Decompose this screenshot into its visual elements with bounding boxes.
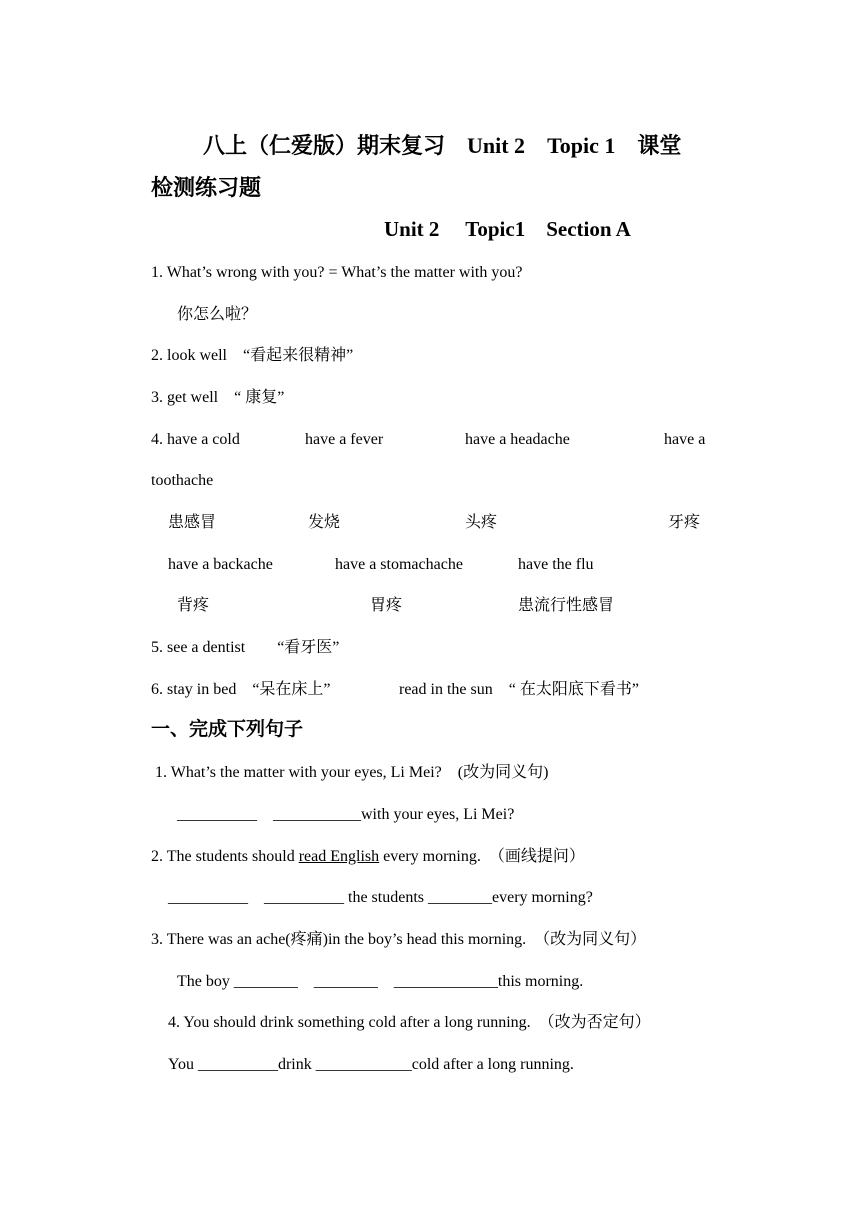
title-line-1: 八上（仁爱版）期末复习 Unit 2 Topic 1 课堂 xyxy=(203,133,682,158)
question-2-pre: 2. The students should xyxy=(151,848,299,865)
vocab-item-4-toothache-a: have a xyxy=(664,431,706,448)
vocab-item-2: 2. look well “看起来很精神” xyxy=(151,347,354,364)
vocab-item-4-headache: have a headache xyxy=(465,431,570,448)
cn-headache: 头疼 xyxy=(465,514,498,531)
vocab-item-5: 5. see a dentist “看牙医” xyxy=(151,639,340,656)
cn-stomachache: 胃疼 xyxy=(370,597,403,614)
vocab-item-4-toothache-b: toothache xyxy=(151,472,214,489)
question-3: 3. There was an ache(疼痛)in the boy’s head this morning. （改为同义句） xyxy=(151,931,647,948)
question-2-underlined: read English xyxy=(298,848,380,865)
vocab-stomachache: have a stomachache xyxy=(335,556,463,573)
vocab-item-1-translation: 你怎么啦？ xyxy=(177,306,258,323)
vocab-backache: have a backache xyxy=(168,556,273,573)
vocab-item-6-stay: 6. stay in bed “呆在床上” xyxy=(151,681,331,698)
vocab-item-4-fever: have a fever xyxy=(305,431,384,448)
cn-cold: 患感冒 xyxy=(168,514,217,531)
question-3-blank: The boy ________ ________ _____________this morning. xyxy=(177,973,584,990)
vocab-flu: have the flu xyxy=(518,556,594,573)
vocab-item-3: 3. get well “ 康复” xyxy=(151,389,285,406)
question-4-blank: You __________drink ____________cold after a long running. xyxy=(168,1056,574,1073)
vocab-item-6-read: read in the sun “ 在太阳底下看书” xyxy=(399,681,639,698)
question-2-post: every morning. （画线提问） xyxy=(379,848,585,865)
section-title: Unit 2 Topic1 Section A xyxy=(384,217,631,241)
cn-backache: 背疼 xyxy=(177,597,210,614)
question-1-blank: __________ ___________with your eyes, Li Mei? xyxy=(177,806,515,823)
cn-flu: 患流行性感冒 xyxy=(518,597,615,614)
cn-fever: 发烧 xyxy=(308,514,341,531)
question-1: 1. What’s the matter with your eyes, Li Mei? (改为同义句) xyxy=(151,764,549,781)
exercise-heading: 一、完成下列句子 xyxy=(151,719,304,740)
question-4: 4. You should drink something cold after a long running. （改为否定句） xyxy=(168,1014,651,1031)
vocab-item-4-cold: 4. have a cold xyxy=(151,431,240,448)
vocab-item-1: 1. What’s wrong with you? = What’s the matter with you? xyxy=(151,264,523,281)
question-2 xyxy=(151,847,585,867)
title-line-2: 检测练习题 xyxy=(151,175,262,200)
question-2-blank: __________ __________ the students ________every morning? xyxy=(168,889,593,906)
cn-toothache: 牙疼 xyxy=(668,514,701,531)
